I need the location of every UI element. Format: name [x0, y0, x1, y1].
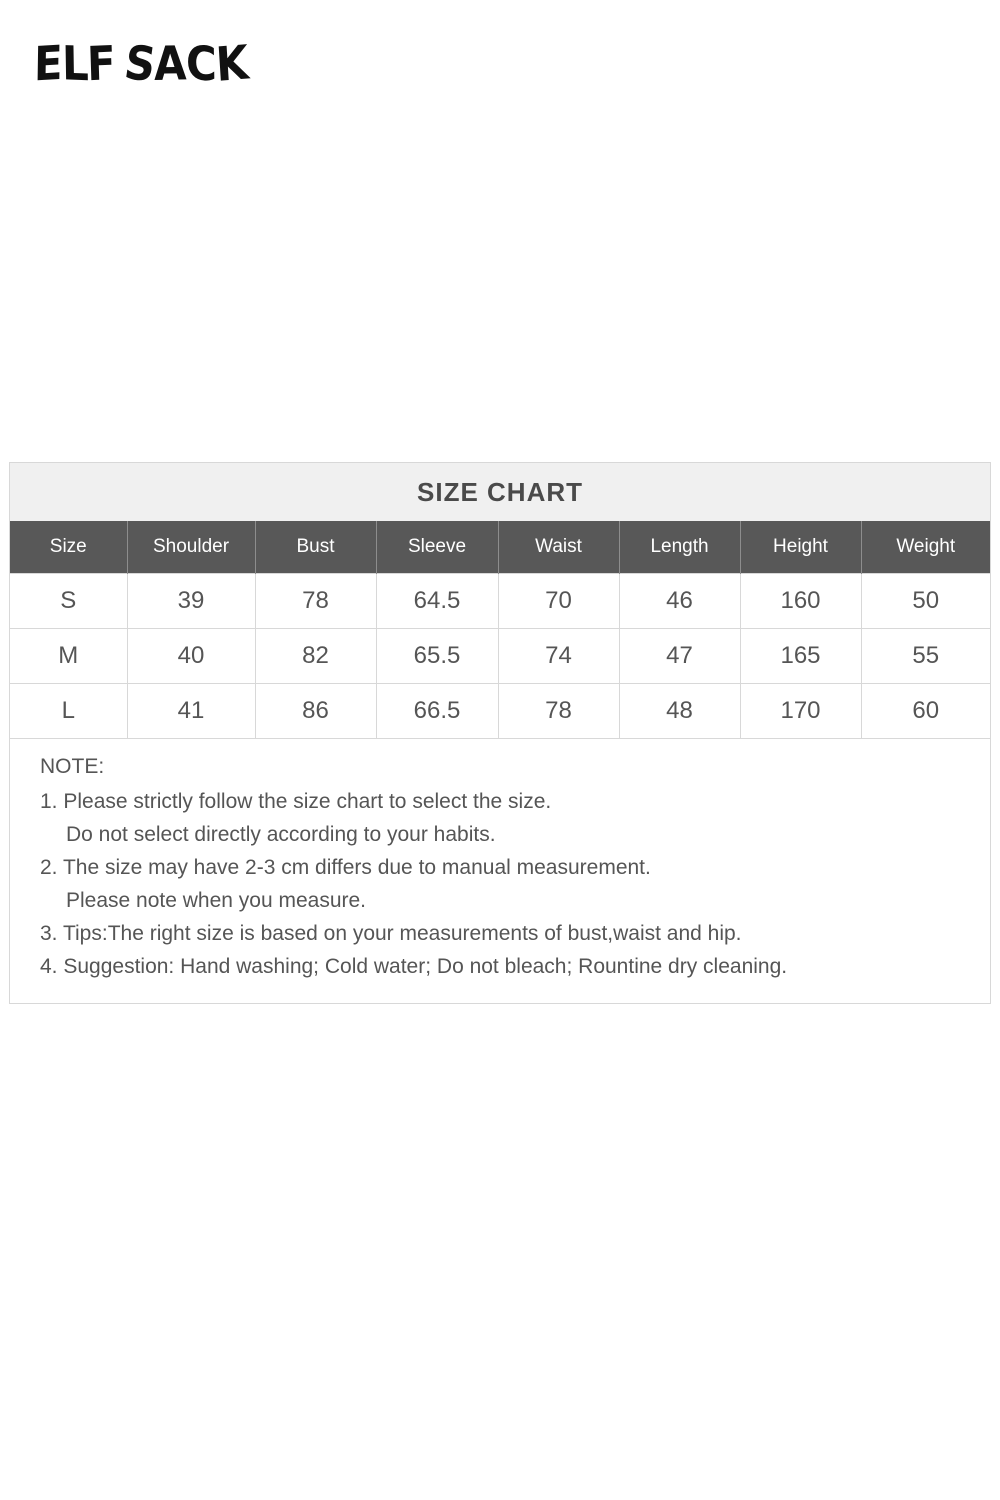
- column-header-sleeve: Sleeve: [376, 521, 498, 573]
- note-line: 1. Please strictly follow the size chart to select the size.: [40, 790, 552, 813]
- table-header-row: [10, 521, 990, 573]
- column-header-length: Length: [619, 521, 740, 573]
- cell-shoulder: 40: [127, 628, 255, 683]
- cell-bust: 82: [255, 628, 376, 683]
- cell-length: 46: [619, 573, 740, 628]
- note-line: 3. Tips:The right size is based on your measurements of bust,waist and hip.: [40, 922, 742, 945]
- cell-size: M: [10, 628, 127, 683]
- cell-bust: 86: [255, 683, 376, 738]
- cell-weight: 60: [861, 683, 990, 738]
- brand-letter: A: [153, 35, 187, 92]
- size-chart-panel: [9, 462, 991, 1004]
- table-row: [10, 628, 990, 683]
- note-line: 2. The size may have 2-3 cm differs due to manual measurement.: [40, 856, 651, 879]
- cell-size: L: [10, 683, 127, 738]
- cell-weight: 55: [861, 628, 990, 683]
- cell-shoulder: 41: [127, 683, 255, 738]
- notes-section: [10, 738, 990, 1003]
- cell-size: S: [10, 573, 127, 628]
- column-header-shoulder: Shoulder: [127, 521, 255, 573]
- cell-waist: 74: [498, 628, 619, 683]
- cell-length: 48: [619, 683, 740, 738]
- cell-waist: 70: [498, 573, 619, 628]
- column-header-weight: Weight: [861, 521, 990, 573]
- brand-letter: C: [185, 35, 217, 92]
- brand-logo: [34, 36, 247, 91]
- column-header-size: Size: [10, 521, 127, 573]
- notes-title: NOTE:: [40, 755, 105, 778]
- cell-waist: 78: [498, 683, 619, 738]
- note-line: Do not select directly according to your habits.: [66, 823, 496, 846]
- brand-letter: S: [121, 35, 159, 92]
- cell-weight: 50: [861, 573, 990, 628]
- size-chart-title: SIZE CHART: [10, 463, 990, 521]
- size-chart-table: [10, 521, 990, 738]
- column-header-bust: Bust: [255, 521, 376, 573]
- cell-height: 165: [740, 628, 861, 683]
- cell-bust: 78: [255, 573, 376, 628]
- cell-sleeve: 65.5: [376, 628, 498, 683]
- column-header-waist: Waist: [498, 521, 619, 573]
- cell-length: 47: [619, 628, 740, 683]
- brand-letter: F: [86, 35, 117, 92]
- cell-sleeve: 66.5: [376, 683, 498, 738]
- cell-sleeve: 64.5: [376, 573, 498, 628]
- note-line: Please note when you measure.: [66, 889, 367, 912]
- brand-letter: L: [61, 35, 88, 92]
- cell-shoulder: 39: [127, 573, 255, 628]
- cell-height: 160: [740, 573, 861, 628]
- cell-height: 170: [740, 683, 861, 738]
- note-line: 4. Suggestion: Hand washing; Cold water; Do not bleach; Rountine dry cleaning.: [40, 955, 788, 978]
- column-header-height: Height: [740, 521, 861, 573]
- table-row: [10, 683, 990, 738]
- brand-letter: E: [33, 35, 63, 92]
- table-row: [10, 573, 990, 628]
- brand-letter: K: [214, 34, 249, 93]
